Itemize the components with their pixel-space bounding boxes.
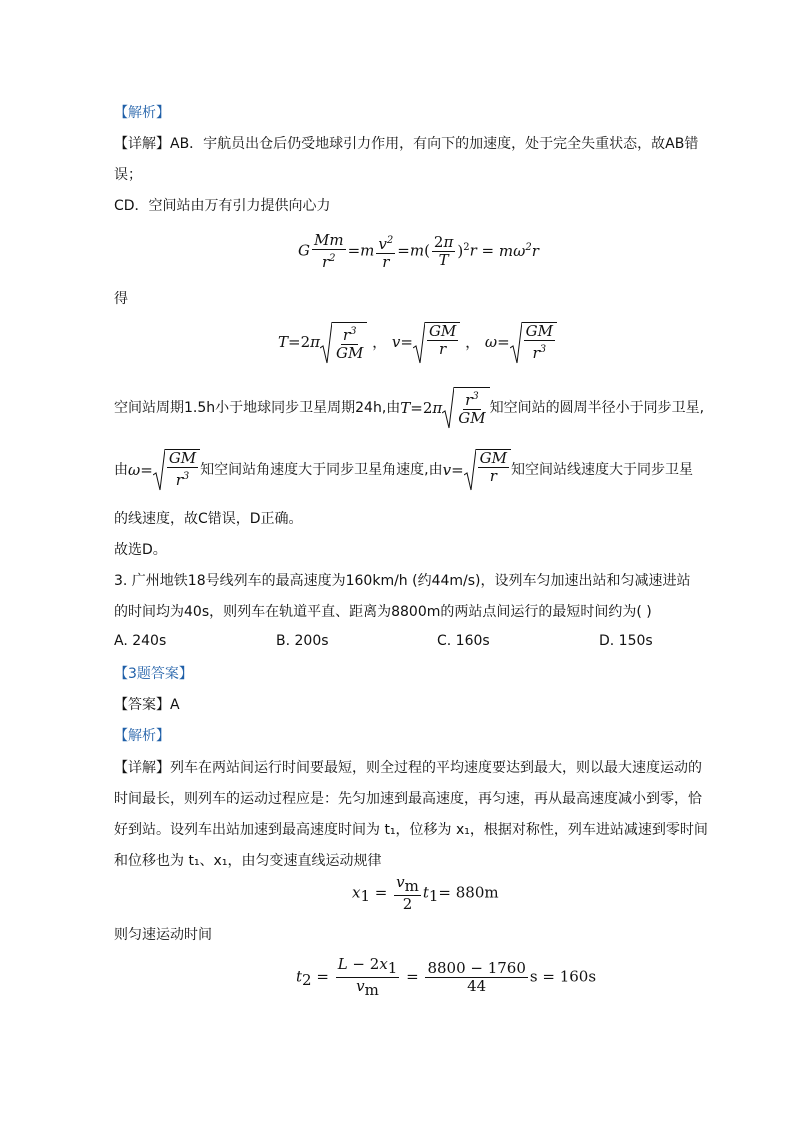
q3-stem-2: 的时间均为40s，则列车在轨道平直、距离为8800m的两站点间运行的最短时间约为( ): [114, 604, 652, 620]
detail-line-1: 【详解】AB．宇航员出仓后仍受地球引力作用，有向下的加速度，处于完全失重状态，故AB错: [114, 136, 699, 152]
cd-line: CD．空间站由万有引力提供向心力: [114, 198, 331, 214]
option-b: B. 200s: [276, 633, 329, 649]
speed-compare-text-a: 由: [114, 462, 128, 478]
period-equations: T=2π $\frac{r^3}{GM}$ ， v= $\frac{GM}{r}$ ， ω= $\frac{GM}{r^3}$: [278, 322, 557, 364]
x1-result: = 880m: [438, 883, 499, 902]
period-compare-line: 空间站周期1.5h小于地球同步卫星周期24h,由 T =2 π $\frac{r^3}{GM}$ 知空间站的圆周半径小于同步卫星,: [114, 386, 704, 430]
analysis-heading: 【解析】: [114, 105, 170, 121]
uniform-time-line: 则匀速运动时间: [114, 927, 212, 943]
period-compare-text-b: 知空间站的圆周半径小于同步卫星,: [489, 400, 705, 416]
option-c: C. 160s: [437, 633, 490, 649]
choice-line: 故选D。: [114, 542, 167, 558]
q3-analysis-heading: 【解析】: [114, 728, 170, 744]
gravity-equation: G $\frac{Mm}{r^2}$ =m $\frac{v^2}{r}$ =m( $\frac{2\pi}{T}$ )$^2r = m\omega^2r$: [298, 231, 539, 271]
t2-equation: $t_2$ = $\frac{L - 2x_1}{v_m}$ = $\frac{8800 - 1760}{44}$ s = 160s: [296, 955, 597, 999]
q3-detail-4: 和位移也为 t₁、x₁，由匀变速直线运动规律: [114, 853, 382, 869]
speed-compare-text-b: 知空间站角速度大于同步卫星角速度,由: [200, 462, 443, 478]
option-a: A. 240s: [114, 633, 167, 649]
option-d: D. 150s: [599, 633, 653, 649]
de-line: 得: [114, 291, 128, 307]
q3-stem-1: 3. 广州地铁18号线列车的最高速度为160km/h (约44m/s)，设列车匀加速出站和匀减速进站: [114, 573, 691, 589]
detail-line-2: 误；: [114, 167, 142, 183]
t2-result: s = 160s: [529, 967, 597, 986]
q3-answer: 【答案】A: [114, 697, 180, 713]
t2-numerator: 8800 − 1760: [427, 958, 526, 977]
q3-detail-2: 时间最长，则列车的运动过程应是：先匀加速到最高速度，再匀速，再从最高速度减小到零，恰: [114, 791, 702, 807]
period-compare-text-a: 空间站周期1.5h小于地球同步卫星周期24h,由: [114, 400, 401, 416]
q3-detail-3: 好到站。设列车出站加速到最高速度时间为 t₁，位移为 x₁，根据对称性，列车进站减速到零时间: [114, 822, 708, 838]
conclusion-line: 的线速度，故C错误，D正确。: [114, 511, 303, 527]
x1-equation: $x_1$ = $\frac{v_m}{2}$ $t_1= 880m$: [352, 873, 499, 913]
q3-detail-1: 【详解】列车在两站间运行时间要最短，则全过程的平均速度要达到最大，则以最大速度运动的: [114, 760, 702, 776]
q3-answer-heading: 【3题答案】: [114, 666, 193, 682]
speed-compare-text-c: 知空间站线速度大于同步卫星: [511, 462, 694, 478]
t2-denominator: 44: [467, 976, 487, 995]
speed-compare-line: 由 ω = $\frac{GM}{r^3}$ 知空间站角速度大于同步卫星角速度,由 v = $\frac{GM}{r}$ 知空间站线速度大于同步卫星: [114, 448, 693, 492]
